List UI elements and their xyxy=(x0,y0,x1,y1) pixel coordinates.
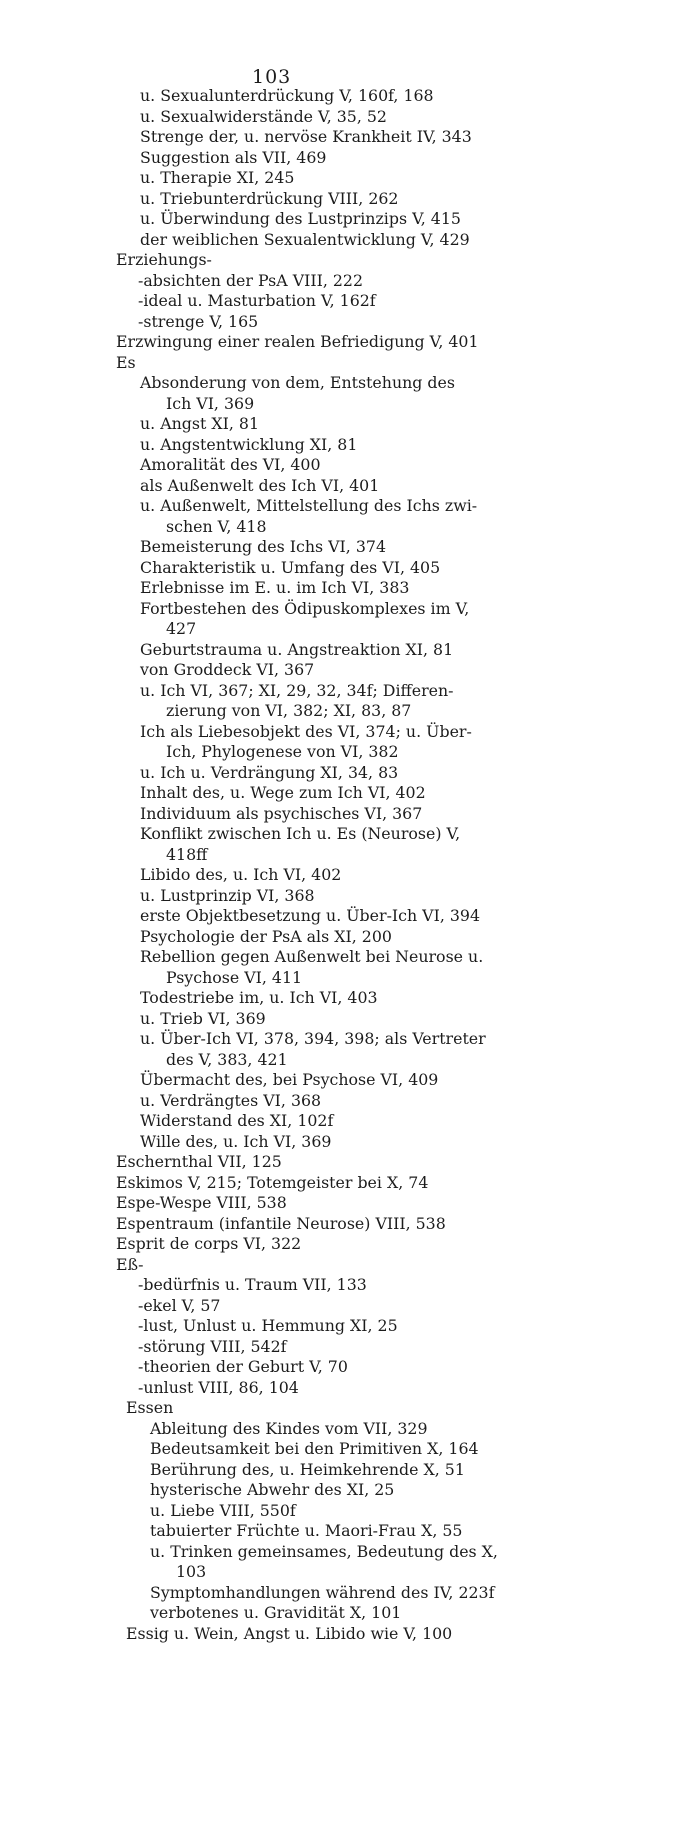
index-entry: Eß- xyxy=(116,1254,144,1274)
index-entry: Berührung des, u. Heimkehrende X, 51 xyxy=(150,1459,465,1479)
index-entry: -absichten der PsA VIII, 222 xyxy=(138,270,364,290)
index-entry: Erlebnisse im E. u. im Ich VI, 383 xyxy=(140,578,410,597)
index-entry: u. Ich VI, 367; XI, 29, 32, 34f; Differen- xyxy=(140,680,454,700)
index-entry: Erziehungs- xyxy=(116,250,212,269)
index-entry: u. Verdrängtes VI, 368 xyxy=(140,1090,322,1110)
index-entry: u. Liebe VIII, 550f xyxy=(150,1500,296,1520)
index-entry: -ekel V, 57 xyxy=(138,1295,221,1315)
index-entry: der weiblichen Sexualentwicklung V, 429 xyxy=(140,229,470,249)
index-entry: u. Trinken gemeinsames, Bedeutung des X, xyxy=(150,1541,498,1561)
index-entry: Konflikt zwischen Ich u. Es (Neurose) V, xyxy=(140,824,461,843)
index-entry: als Außenwelt des Ich VI, 401 xyxy=(140,475,380,495)
index-entry: Ich, Phylogenese von VI, 382 xyxy=(166,742,399,761)
index-entry: 103 xyxy=(176,1562,207,1581)
index-entry: Espe-Wespe VIII, 538 xyxy=(116,1193,287,1212)
index-entry: Wille des, u. Ich VI, 369 xyxy=(140,1131,332,1151)
index-entry: -bedürfnis u. Traum VII, 133 xyxy=(138,1275,367,1294)
page-number: 103 xyxy=(252,66,292,88)
index-entry: Ich als Liebesobjekt des VI, 374; u. Über- xyxy=(140,721,472,741)
index-entry: -lust, Unlust u. Hemmung XI, 25 xyxy=(138,1316,398,1335)
index-entry: zierung von VI, 382; XI, 83, 87 xyxy=(166,701,412,720)
index-entry: u. Angst XI, 81 xyxy=(140,414,260,433)
index-entry: verbotenes u. Gravidität X, 101 xyxy=(150,1603,402,1622)
index-entry: Bemeisterung des Ichs VI, 374 xyxy=(140,537,386,556)
index-entry: u. Trieb VI, 369 xyxy=(140,1008,266,1028)
index-entry: Charakteristik u. Umfang des VI, 405 xyxy=(140,557,441,577)
index-entry: Ableitung des Kindes vom VII, 329 xyxy=(150,1418,428,1438)
index-entry: Eschernthal VII, 125 xyxy=(116,1152,282,1171)
index-entry: -unlust VIII, 86, 104 xyxy=(138,1377,299,1397)
index-entry: u. Über-Ich VI, 378, 394, 398; als Vertreter xyxy=(140,1029,486,1048)
index-entry: 427 xyxy=(166,619,197,638)
index-entry: des V, 383, 421 xyxy=(166,1049,288,1069)
index-entry: Eskimos V, 215; Totemgeister bei X, 74 xyxy=(116,1172,429,1192)
index-entry: Amoralität des VI, 400 xyxy=(140,455,321,474)
index-entry: hysterische Abwehr des XI, 25 xyxy=(150,1480,395,1499)
index-entry: Bedeutsamkeit bei den Primitiven X, 164 xyxy=(150,1439,479,1458)
index-entry: u. Angstentwicklung XI, 81 xyxy=(140,434,358,454)
index-entry: u. Lustprinzip VI, 368 xyxy=(140,885,315,905)
index-entry: schen V, 418 xyxy=(166,516,267,536)
index-entry: Inhalt des, u. Wege zum Ich VI, 402 xyxy=(140,783,426,802)
index-entry: Psychose VI, 411 xyxy=(166,967,303,987)
index-entry: u. Sexualunterdrückung V, 160f, 168 xyxy=(140,86,434,105)
index-entry: Symptomhandlungen während des IV, 223f xyxy=(150,1582,495,1602)
index-list xyxy=(0,86,697,1644)
index-entry: Essen xyxy=(126,1398,174,1417)
index-entry: Esprit de corps VI, 322 xyxy=(116,1234,302,1253)
index-entry: Widerstand des XI, 102f xyxy=(140,1111,334,1130)
index-entry: -ideal u. Masturbation V, 162f xyxy=(138,291,376,310)
index-entry: Suggestion als VII, 469 xyxy=(140,147,327,167)
index-entry: Rebellion gegen Außenwelt bei Neurose u. xyxy=(140,947,484,966)
index-entry: Es xyxy=(116,352,136,372)
index-entry: Übermacht des, bei Psychose VI, 409 xyxy=(140,1070,439,1089)
index-entry: Erzwingung einer realen Befriedigung V, 401 xyxy=(116,332,479,351)
index-entry: Essig u. Wein, Angst u. Libido wie V, 100 xyxy=(126,1623,453,1643)
index-entry: 418ff xyxy=(166,844,208,864)
index-entry: -störung VIII, 542f xyxy=(138,1336,287,1356)
index-entry: Individuum als psychisches VI, 367 xyxy=(140,803,423,823)
index-entry: Absonderung von dem, Entstehung des xyxy=(140,373,455,392)
index-entry: Libido des, u. Ich VI, 402 xyxy=(140,865,342,884)
index-entry: Ich VI, 369 xyxy=(166,393,255,413)
index-entry: -theorien der Geburt V, 70 xyxy=(138,1357,348,1376)
index-entry: Geburtstrauma u. Angstreaktion XI, 81 xyxy=(140,639,454,659)
index-entry: u. Ich u. Verdrängung XI, 34, 83 xyxy=(140,762,399,782)
index-entry: u. Therapie XI, 245 xyxy=(140,168,295,187)
index-entry: erste Objektbesetzung u. Über-Ich VI, 394 xyxy=(140,906,481,925)
index-entry: tabuierter Früchte u. Maori-Frau X, 55 xyxy=(150,1521,463,1540)
index-entry: u. Überwindung des Lustprinzips V, 415 xyxy=(140,209,461,228)
index-entry: u. Triebunterdrückung VIII, 262 xyxy=(140,188,399,208)
index-entry: u. Sexualwiderstände V, 35, 52 xyxy=(140,106,387,126)
index-entry: Strenge der, u. nervöse Krankheit IV, 343 xyxy=(140,127,472,146)
index-entry: Psychologie der PsA als XI, 200 xyxy=(140,926,392,946)
index-entry: von Groddeck VI, 367 xyxy=(140,660,315,679)
index-entry: Fortbestehen des Ödipuskomplexes im V, xyxy=(140,598,470,618)
index-entry: Todestriebe im, u. Ich VI, 403 xyxy=(140,988,378,1007)
index-entry: u. Außenwelt, Mittelstellung des Ichs zwi- xyxy=(140,496,478,515)
index-entry: Espentraum (infantile Neurose) VIII, 538 xyxy=(116,1213,446,1233)
index-entry: -strenge V, 165 xyxy=(138,311,259,331)
